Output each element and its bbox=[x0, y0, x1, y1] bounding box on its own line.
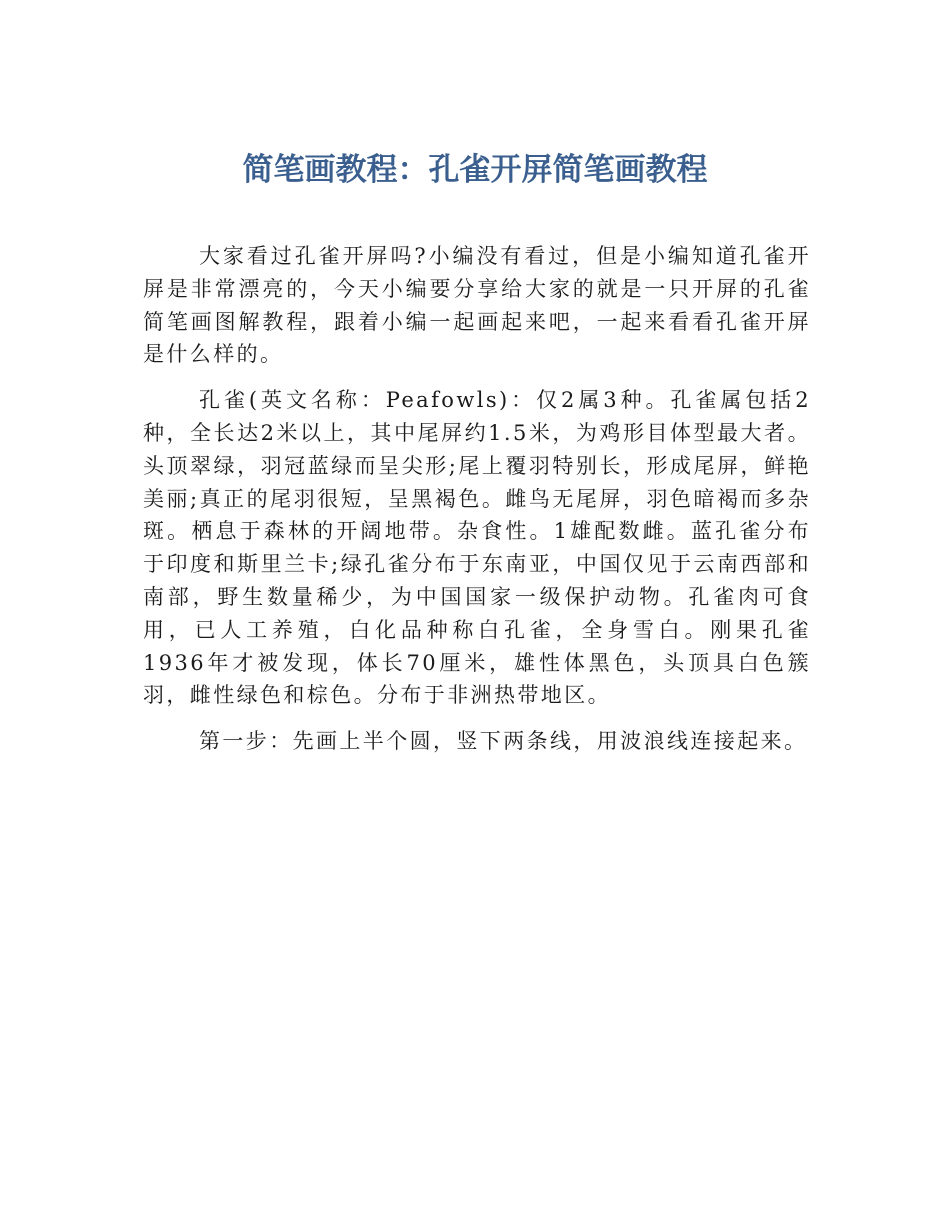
paragraph-peafowl-facts: 孔雀(英文名称：Peafowls)：仅2属3种。孔雀属包括2种，全长达2米以上，其中尾屏约1.5米，为鸡形目体型最大者。头顶翠绿，羽冠蓝绿而呈尖形;尾上覆羽特别长，形成尾屏，鲜艳美丽;真正的尾羽很短，呈黑褐色。雌鸟无尾屏，羽色暗褐而多杂斑。栖息于森林的开阔地带。杂食性。1雄配数雌。蓝孔雀分布于印度和斯里兰卡;绿孔雀分布于东南亚，中国仅见于云南西部和南部，野生数量稀少，为中国国家一级保护动物。孔雀肉可食用，已人工养殖，白化品种称白孔雀，全身雪白。刚果孔雀1936年才被发现，体长70厘米，雄性体黑色，头顶具白色簇羽，雌性绿色和棕色。分布于非洲热带地区。 bbox=[143, 388, 811, 708]
paragraph-step-one: 第一步：先画上半个圆，竖下两条线，用波浪线连接起来。 bbox=[199, 729, 808, 754]
document-body bbox=[143, 240, 811, 771]
document-title: 简笔画教程：孔雀开屏简笔画教程 bbox=[242, 152, 708, 188]
paragraph-intro: 大家看过孔雀开屏吗?小编没有看过，但是小编知道孔雀开屏是非常漂亮的，今天小编要分享给大家的就是一只开屏的孔雀简笔画图解教程，跟着小编一起画起来吧，一起来看看孔雀开屏是什么样的。 bbox=[143, 244, 811, 367]
